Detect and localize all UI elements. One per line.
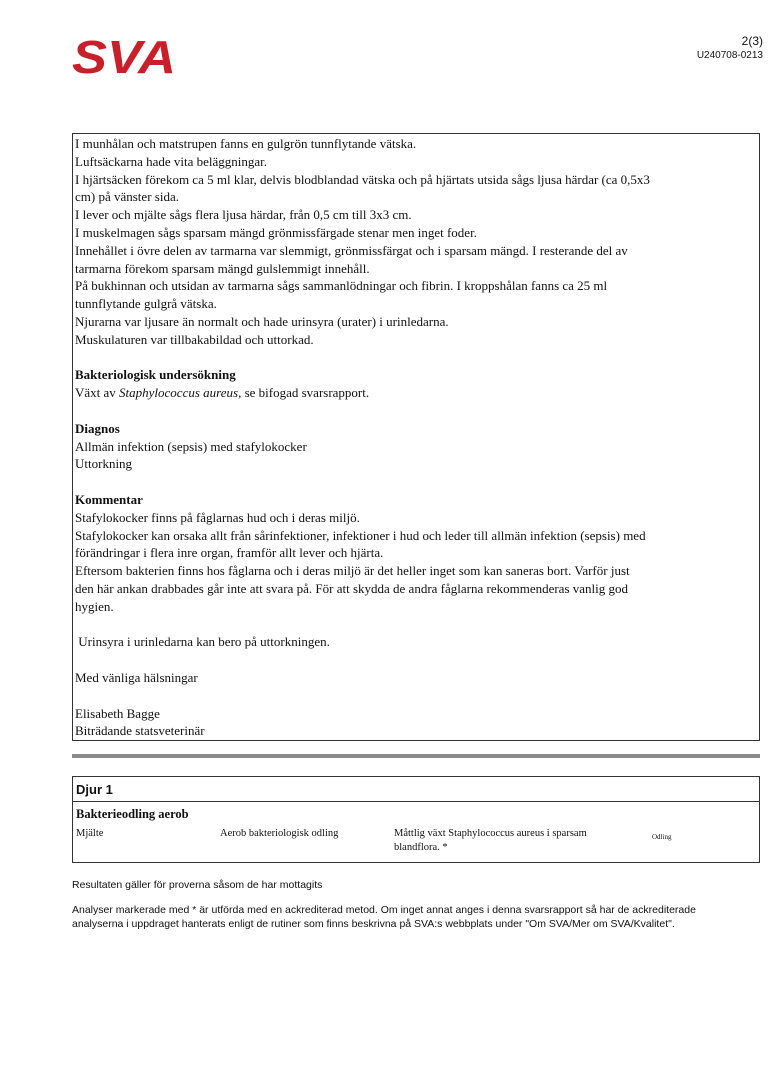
comment-line: den här ankan drabbades går inte att svara på. För att skydda de andra fåglarna rekommenderas vanlig god: [75, 580, 629, 596]
comment-line: Stafylokocker kan orsaka allt från sårinfektioner, infektioner i hud och leder till allmän infektion (sepsis) med: [75, 527, 646, 543]
sample-organ: Mjälte: [76, 828, 104, 839]
page-number: 2(3): [741, 34, 763, 48]
report-text: [75, 135, 690, 740]
finding-line: Muskulaturen var tillbakabildad och uttorkad.: [75, 331, 314, 347]
finding-line: På bukhinnan och utsidan av tarmarna sågs sammanlödningar och fibrin. I kroppshålan fanns ca 25 ml: [75, 278, 608, 294]
culture-heading: Bakterieodling aerob: [76, 807, 189, 821]
animal-title: Djur 1: [76, 782, 113, 797]
comment-line: hygien.: [75, 598, 114, 614]
comment-line: förändringar i flera inre organ, framför allt lever och hjärta.: [75, 545, 384, 561]
finding-line: I lever och mjälte sågs flera ljusa härdar, från 0,5 cm till 3x3 cm.: [75, 207, 412, 223]
report-id: U240708-0213: [696, 50, 763, 61]
bacteriology-suffix: , se bifogad svarsrapport.: [238, 385, 370, 401]
finding-line: tarmarna förekom sparsam mängd gulslemmigt innehåll.: [75, 260, 370, 276]
bacteriology-heading: Bakteriologisk undersökning: [75, 367, 236, 383]
diagnosis-heading: Diagnos: [75, 420, 120, 436]
finding-line: tunnflytande gulgrå vätska.: [75, 296, 217, 312]
finding-line: Innehållet i övre delen av tarmarna var slemmigt, grönmissfärgat och i sparsam mängd. I resterande del av: [75, 242, 628, 258]
finding-line: Njurarna var ljusare än normalt och hade urinsyra (urater) i urinledarna.: [75, 313, 449, 329]
closing-greeting: Med vänliga hälsningar: [75, 669, 198, 685]
diagnosis-item: Uttorkning: [75, 456, 133, 472]
validity-note: Resultaten gäller för proverna såsom de har mottagits: [72, 879, 323, 891]
bacteriology-result: [75, 384, 690, 402]
finding-line: I munhålan och matstrupen fanns en gulgrön tunnflytande vätska.: [75, 136, 417, 151]
sva-logo: [72, 33, 176, 77]
analysis-result: [394, 827, 624, 855]
organism-name: Staphylococcus aureus: [119, 385, 239, 401]
sva-logo-text: SVA: [72, 33, 176, 77]
signer-title: Biträdande statsveterinär: [75, 723, 205, 739]
diagnosis-item: Allmän infektion (sepsis) med stafylokocker: [75, 438, 307, 454]
comment-extra: Urinsyra i urinledarna kan bero på uttorkningen.: [75, 634, 330, 650]
finding-line: Luftsäckarna hade vita beläggningar.: [75, 153, 268, 169]
comment-heading: Kommentar: [75, 491, 143, 507]
comment-line: Stafylokocker finns på fåglarnas hud och i deras miljö.: [75, 509, 360, 525]
animal-results-box: [72, 776, 760, 863]
analysis-method: Aerob bakteriologisk odling: [220, 828, 339, 839]
section-divider: [72, 754, 760, 758]
analysis-type: Odling: [652, 833, 672, 841]
report-body-box: [72, 133, 760, 741]
accreditation-note: Analyser markerade med * är utförda med en ackrediterad metod. Om inget annat anges i denna svarsrapport så har de ackrediterade analyserna i uppdraget hanterats enligt de rutiner som finns beskrivna på SVA:s webbplats under "Om SVA/Mer om SVA/Kvalitet".: [72, 904, 696, 930]
comment-line: Eftersom bakterien finns hos fåglarna och i deras miljö är det heller inget som kan saneras bort. Varför just: [75, 563, 630, 579]
finding-line: I hjärtsäcken förekom ca 5 ml klar, delvis blodblandad vätska och på hjärtats utsida sågs ljusa härdar (ca 0,5x3: [75, 171, 650, 187]
result-line: Måttlig växt Staphylococcus aureus i sparsam: [394, 828, 587, 839]
signer-name: Elisabeth Bagge: [75, 705, 160, 721]
bacteriology-prefix: Växt av: [75, 385, 120, 401]
result-line: blandflora. *: [394, 842, 448, 853]
finding-line: I muskelmagen sågs sparsam mängd grönmissfärgade stenar men inget foder.: [75, 224, 477, 240]
animal-title-rule: [73, 801, 759, 802]
finding-line: cm) på vänster sida.: [75, 189, 179, 205]
